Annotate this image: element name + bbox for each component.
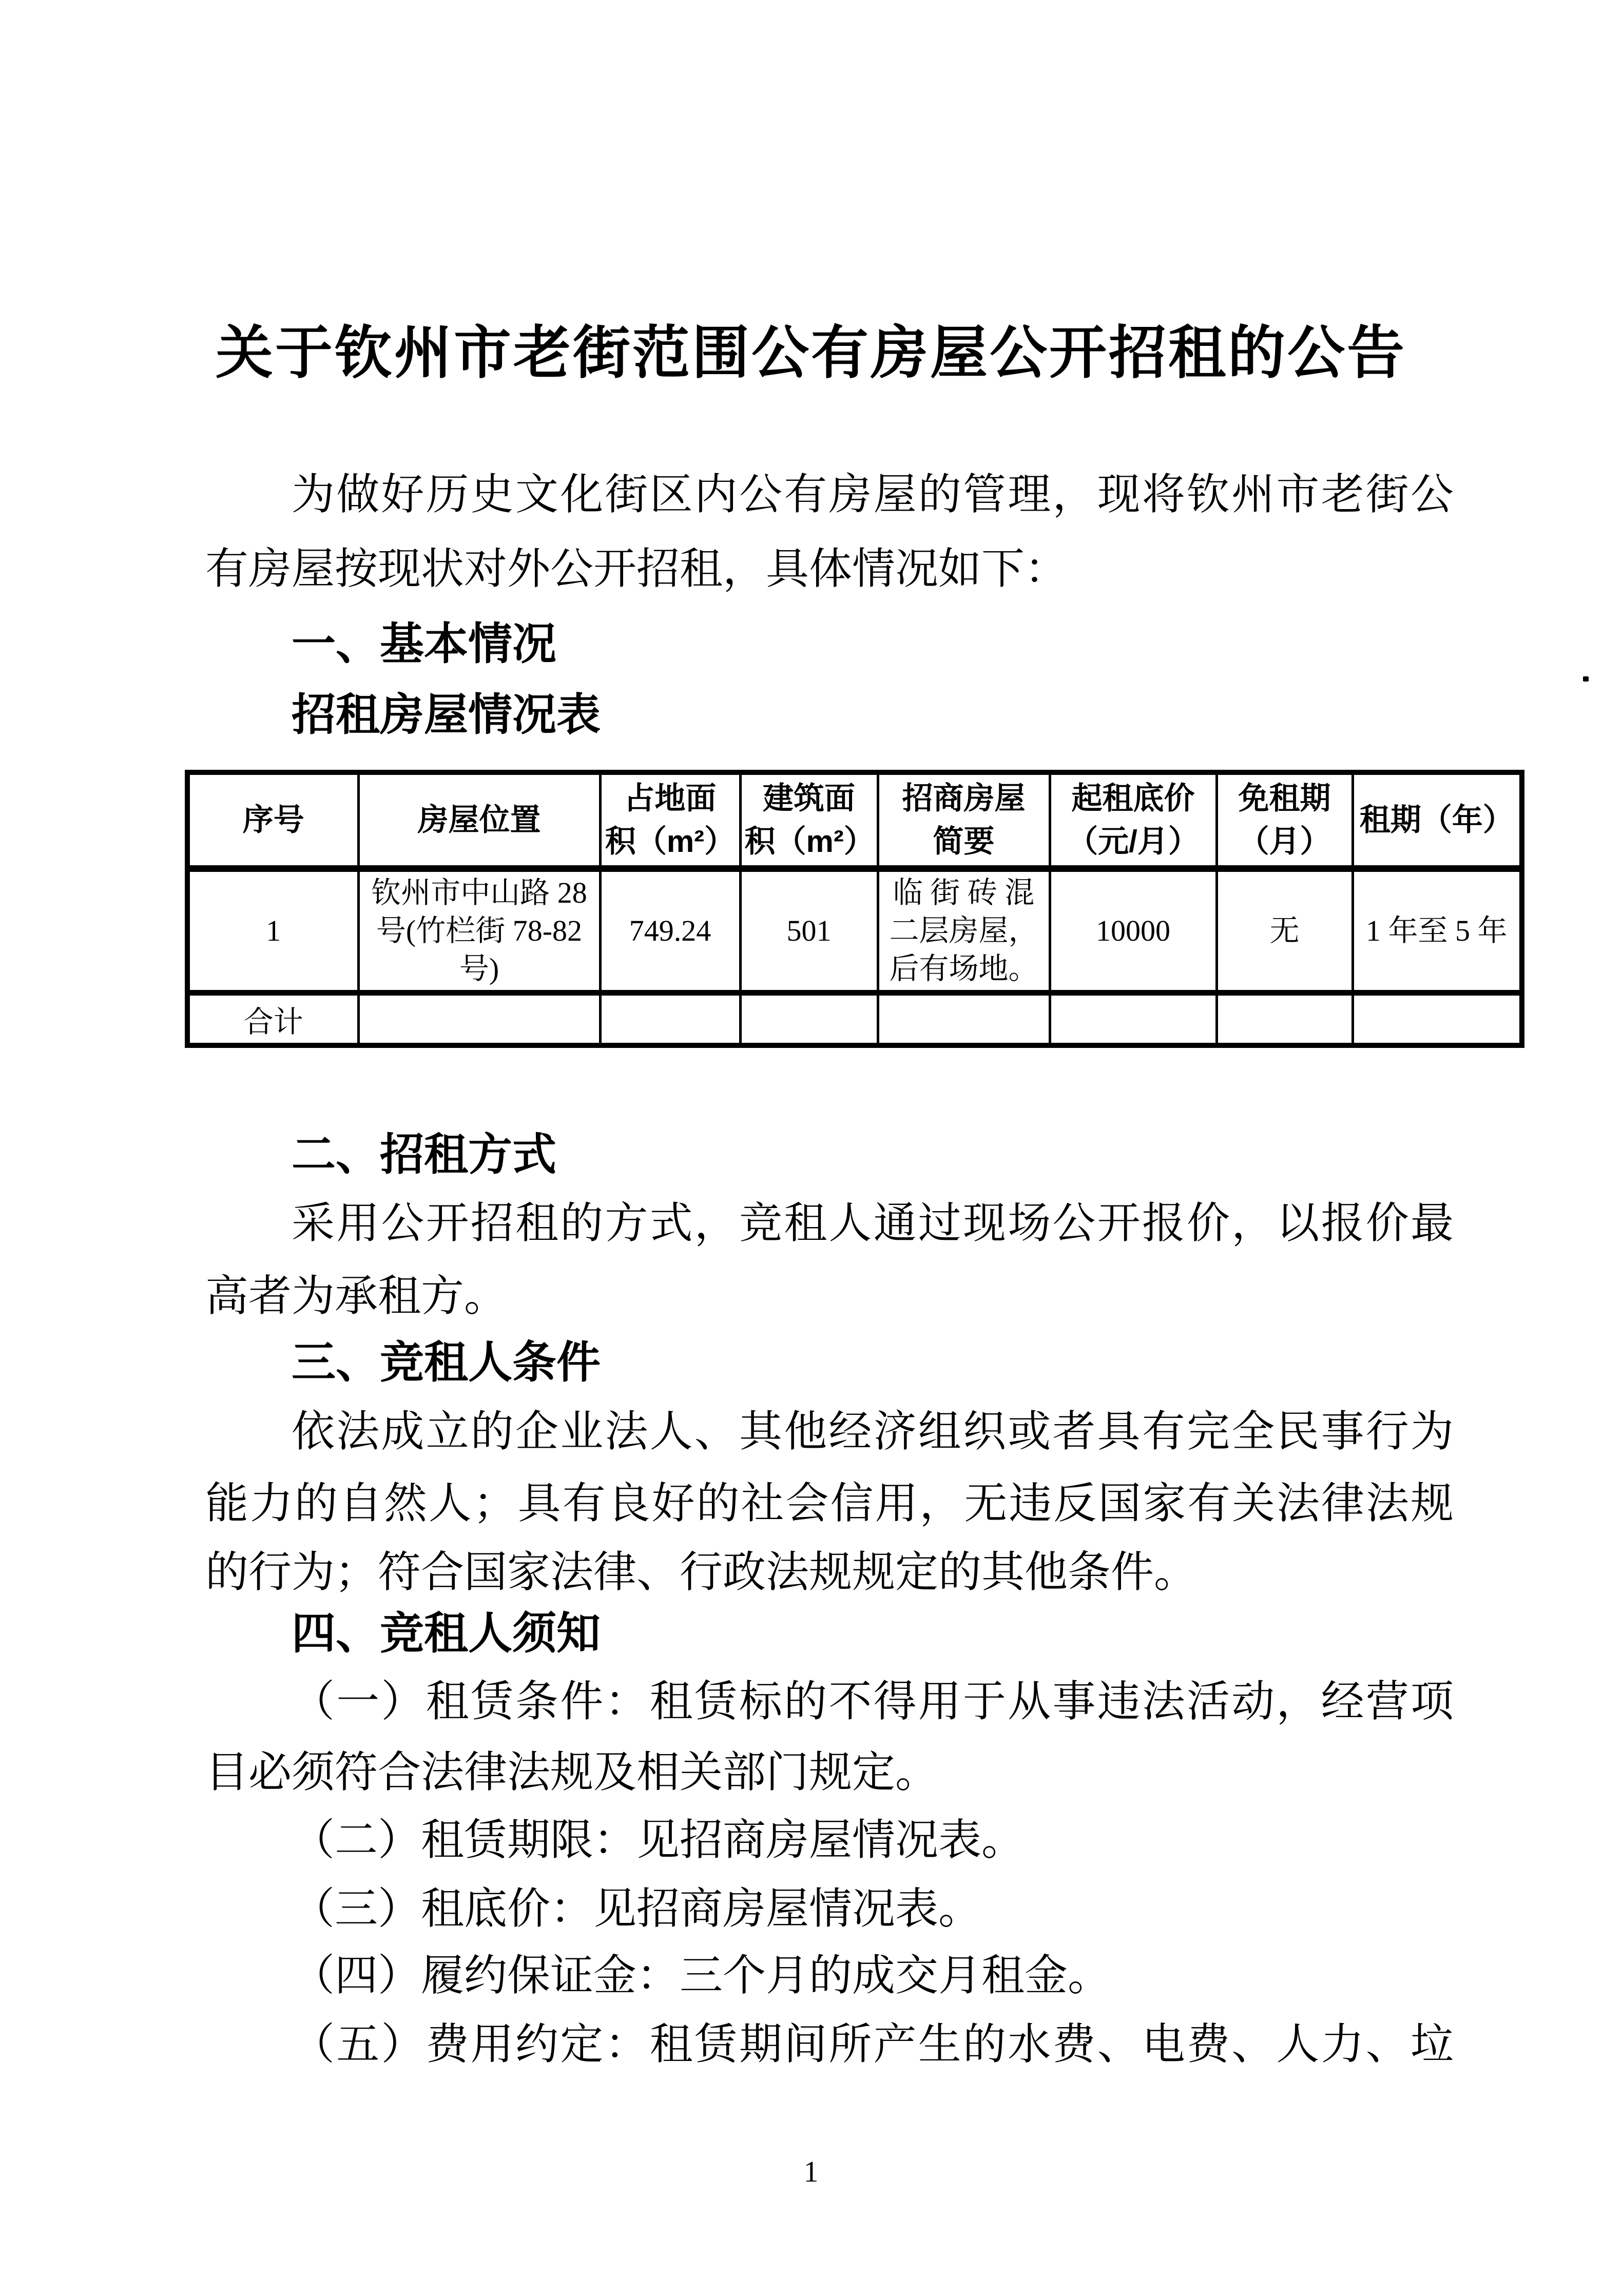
header-serial-no: 序号 — [187, 772, 358, 869]
intro-line-2: 有房屋按现状对外公开招租，具体情况如下： — [205, 546, 1068, 593]
section-heading-basic-info: 一、基本情况 — [292, 619, 556, 669]
intro-line-1: 为做好历史文化街区内公有房屋的管理，现将钦州市老街公 — [292, 471, 1454, 519]
header-land-area: 占地面 积（m²） — [600, 772, 740, 869]
rental-housing-table — [185, 770, 1524, 1048]
cell-serial-no: 1 — [187, 869, 358, 993]
cell-house-brief: 临 街 砖 混 二层房屋， 后有场地。 — [878, 869, 1050, 993]
s2-line-1: 采用公开招租的方式，竞租人通过现场公开报价，以报价最 — [292, 1200, 1454, 1248]
s3-line-2: 能力的自然人；具有良好的社会信用，无违反国家有关法律法规 — [205, 1480, 1454, 1528]
cell-rent-free-period: 无 — [1216, 869, 1353, 993]
s4-item2-line-1: （二）租赁期限：见招商房屋情况表。 — [292, 1817, 1025, 1864]
s4-item1-line-2: 目必须符合法律法规及相关部门规定。 — [205, 1749, 939, 1797]
table-caption: 招租房屋情况表 — [292, 690, 601, 740]
header-house-location: 房屋位置 — [358, 772, 600, 869]
s3-line-3: 的行为；符合国家法律、行政法规规定的其他条件。 — [205, 1549, 1198, 1597]
header-house-brief: 招商房屋 简要 — [878, 772, 1050, 869]
section-heading-bidder-notes: 四、竞租人须知 — [292, 1609, 601, 1658]
scan-artifact-dot — [1583, 676, 1589, 682]
cell-land-area: 749.24 — [600, 869, 740, 993]
s2-line-2: 高者为承租方。 — [205, 1273, 508, 1320]
cell-total-label: 合计 — [187, 993, 358, 1046]
section-heading-rental-method: 二、招租方式 — [292, 1130, 556, 1179]
table-total-row — [187, 993, 1522, 1046]
s4-item5-line-1: （五）费用约定：租赁期间所产生的水费、电费、人力、垃 — [292, 2021, 1454, 2069]
cell-house-location: 钦州市中山路 28 号(竹栏街 78-82 号) — [358, 869, 600, 993]
header-lease-term: 租期（年） — [1353, 772, 1522, 869]
header-building-area: 建筑面 积（m²） — [740, 772, 878, 869]
header-rent-free-period: 免租期 （月） — [1216, 772, 1353, 869]
s4-item3-line-1: （三）租底价：见招商房屋情况表。 — [292, 1885, 982, 1933]
page-title: 关于钦州市老街范围公有房屋公开招租的公告 — [216, 322, 1406, 385]
cell-starting-price: 10000 — [1050, 869, 1216, 993]
s4-item4-line-1: （四）履约保证金：三个月的成交月租金。 — [292, 1952, 1111, 2000]
table-data-row — [187, 869, 1522, 993]
s3-line-1: 依法成立的企业法人、其他经济组织或者具有完全民事行为 — [292, 1408, 1454, 1456]
section-heading-bidder-conditions: 三、竞租人条件 — [292, 1338, 601, 1387]
cell-building-area: 501 — [740, 869, 878, 993]
header-starting-price: 起租底价 （元/月） — [1050, 772, 1216, 869]
table-header-row — [187, 772, 1522, 869]
page-number: 1 — [803, 2155, 819, 2188]
s4-item1-line-1: （一）租赁条件：租赁标的不得用于从事违法活动，经营项 — [292, 1678, 1454, 1726]
cell-lease-term: 1 年至 5 年 — [1353, 869, 1522, 993]
